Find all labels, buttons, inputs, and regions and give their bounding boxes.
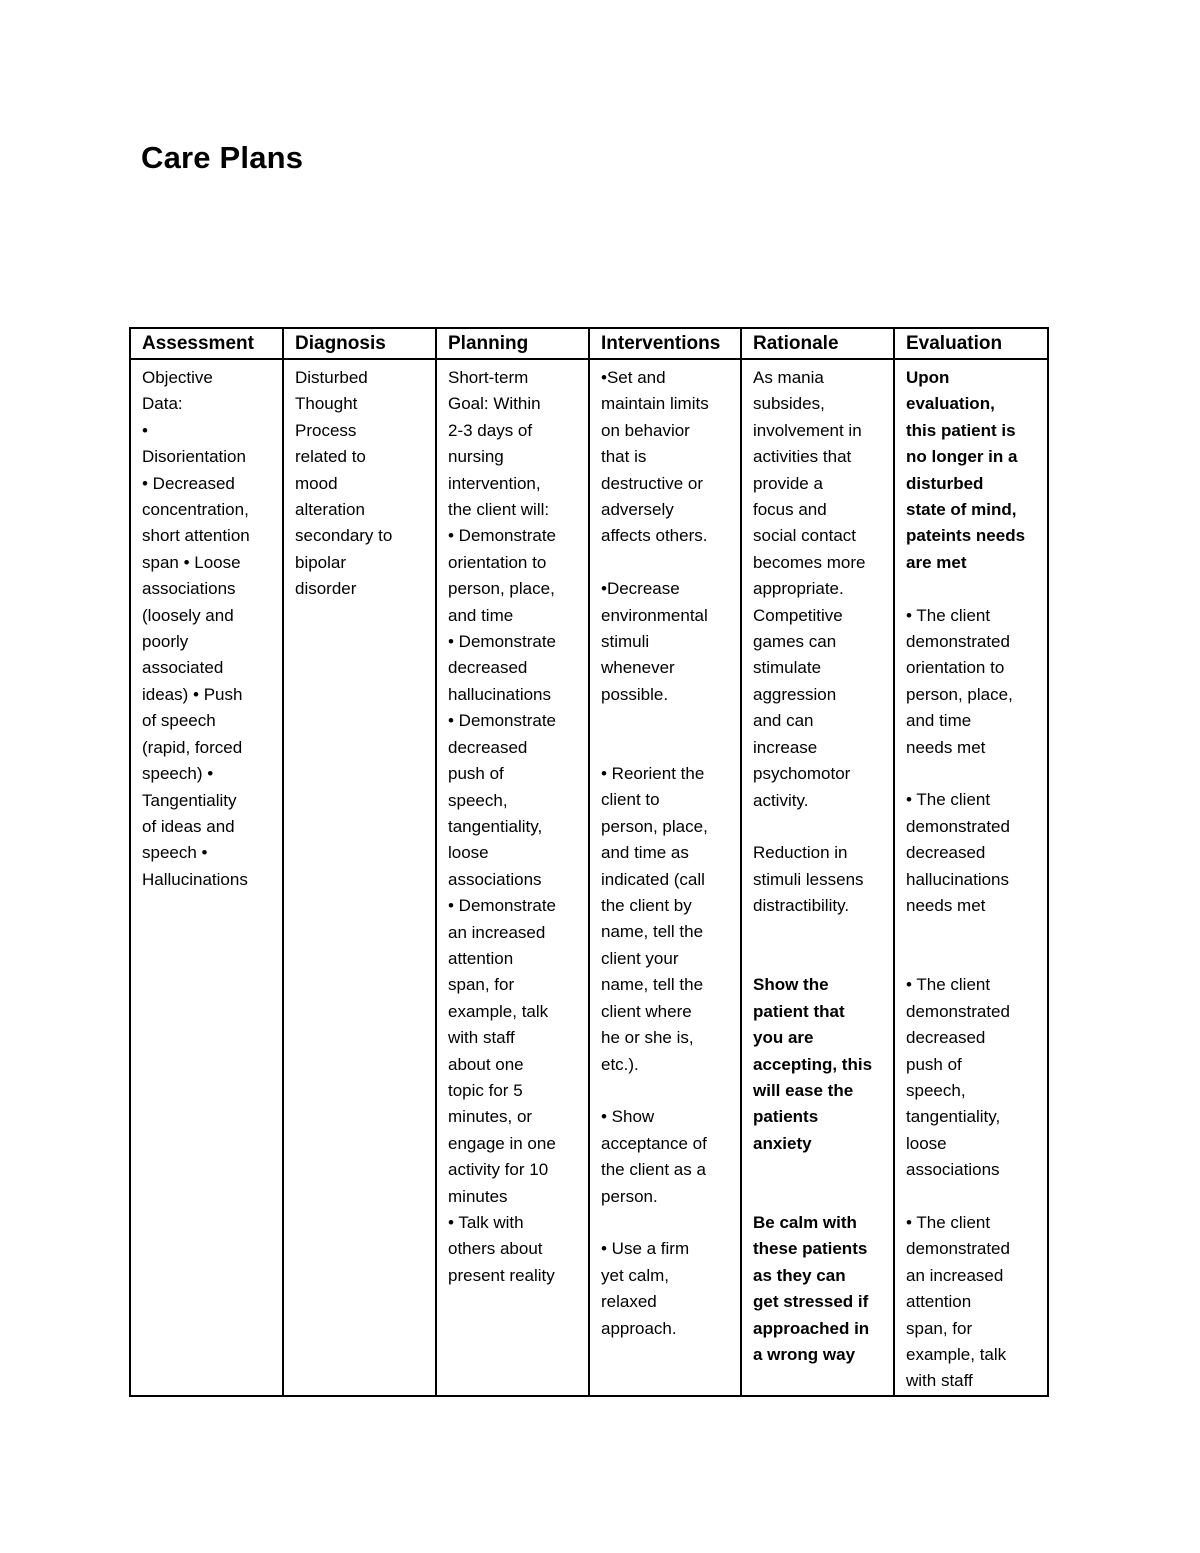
cell-line: Hallucinations [142,869,248,889]
cell-line: approached in [753,1318,870,1338]
cell-line: and time [448,605,514,625]
cell-line: person, place, [601,816,708,836]
cell-line: yet calm, [601,1265,670,1285]
cell-line: • Reorient the [601,764,705,784]
cell-line: • Talk with [448,1213,524,1232]
cell-line: span • Loose [142,552,241,572]
cell-line: as they can [753,1265,846,1285]
cell-line: others about [448,1239,543,1259]
cell-line: the client will: [448,500,550,520]
cell-line: loose [906,1133,947,1153]
cell-line: appropriate. [753,579,844,599]
cell-line: speech • [142,843,208,863]
cell-line: you are [753,1028,814,1048]
cell-line: no longer in a [906,447,1018,467]
cell-line: this patient is [906,420,1016,440]
header-rationale: Rationale [741,328,894,359]
cell-line: • Decreased [142,473,235,493]
cell-line: an increased [906,1265,1004,1285]
cell-line: • The client [906,975,991,995]
assessment-cell [130,359,283,1396]
cell-line: social contact [753,526,856,546]
cell-line: Disturbed [295,368,368,387]
rationale-cell [741,359,894,1396]
cell-line: span, for [448,975,515,995]
cell-line: • The client [906,790,991,810]
cell-line [753,1157,887,1183]
cell-line: mood [295,473,338,493]
cell-line: poorly [142,632,189,652]
planning-cell [436,359,589,1396]
cell-line: stimuli lessens [753,869,864,889]
cell-line: (loosely and [142,605,234,625]
cell-line: topic for 5 [448,1080,523,1100]
cell-line: possible. [601,684,669,704]
cell-line: focus and [753,500,827,520]
diagnosis-cell [283,359,436,1396]
cell-line: and time as [601,843,689,863]
cell-line: decreased [906,843,986,863]
cell-line: tangentiality, [448,816,543,836]
table-header-row [130,328,1048,359]
cell-line: games can [753,632,837,652]
cell-line: indicated (call [601,869,705,889]
cell-line: on behavior [601,420,690,440]
cell-line: activity for 10 [448,1160,549,1180]
cell-line: • The client [906,605,991,625]
cell-line: demonstrated [906,816,1010,836]
cell-line: hallucinations [906,869,1010,889]
cell-line: involvement in [753,420,862,440]
cell-line: speech, [906,1080,966,1100]
cell-line: demonstrated [906,1239,1010,1259]
cell-line: approach. [601,1318,677,1338]
evaluation-cell [894,359,1048,1396]
cell-line: secondary to [295,526,393,546]
cell-line [906,761,1041,787]
cell-line: Tangentiality [142,790,237,810]
cell-line: and can [753,711,814,731]
cell-line: Be calm with [753,1212,857,1232]
cell-line: demonstrated [906,632,1010,652]
cell-line: get stressed if [753,1292,869,1312]
cell-line: loose [448,843,489,863]
cell-line: person, place, [448,579,555,599]
cell-line: decreased [448,737,528,757]
cell-line: •Set and [601,368,666,387]
cell-line: anxiety [753,1133,812,1153]
cell-line: related to [295,447,366,467]
cell-line: associations [448,869,542,889]
cell-line: • Demonstrate [448,526,556,546]
cell-line: hallucinations [448,684,552,704]
cell-line: engage in one [448,1133,556,1153]
cell-line: destructive or [601,473,704,493]
cell-line: and time [906,711,972,731]
cell-line: associations [906,1160,1000,1180]
cell-line: (rapid, forced [142,737,243,757]
cell-line: relaxed [601,1292,657,1312]
cell-line: present reality [448,1265,555,1285]
header-interventions: Interventions [589,328,741,359]
cell-line: with staff [906,1371,973,1391]
cell-line: Reduction in [753,843,848,863]
cell-line: decreased [906,1028,986,1048]
cell-line: disturbed [906,473,984,493]
cell-line: affects others. [601,526,708,546]
cell-line: needs met [906,896,986,916]
cell-line: disorder [295,579,357,599]
cell-line: speech) • [142,764,214,784]
cell-line: push of [448,764,504,784]
cell-line: • The client [906,1212,991,1232]
cell-line: of speech [142,711,216,731]
cell-line: Upon [906,368,950,387]
header-assessment: Assessment [130,328,283,359]
cell-line: ideas) • Push [142,684,243,704]
cell-line [753,1184,887,1210]
cell-line [601,708,734,734]
cell-line: activities that [753,447,852,467]
cell-line: • [142,420,148,440]
cell-line: 2-3 days of [448,420,533,440]
cell-line: Disorientation [142,447,246,467]
cell-line: name, tell the [601,975,704,995]
cell-line: demonstrated [906,1001,1010,1021]
cell-line: example, talk [906,1344,1007,1364]
cell-line: alteration [295,500,365,520]
cell-line: will ease the [753,1080,854,1100]
cell-line: evaluation, [906,394,995,414]
cell-line: attention [448,948,514,968]
cell-line: Show the [753,975,829,995]
cell-line [601,735,734,761]
cell-line [753,946,887,972]
cell-line [906,946,1041,972]
cell-line: the client as a [601,1160,706,1180]
cell-line: As mania [753,368,824,387]
page-title: Care Plans [141,140,304,175]
cell-line [906,1184,1041,1210]
cell-line: • Demonstrate [448,632,556,652]
care-plan-table [129,327,1049,1397]
cell-line: the client by [601,896,692,916]
cell-line: activity. [753,790,809,810]
cell-line: maintain limits [601,394,709,414]
cell-line: concentration, [142,500,249,520]
cell-line: increase [753,737,818,757]
cell-line: client to [601,790,660,810]
cell-line: of ideas and [142,816,235,836]
cell-line: • Use a firm [601,1239,690,1259]
cell-line: Objective [142,368,213,387]
header-evaluation: Evaluation [894,328,1048,359]
cell-line: distractibility. [753,896,850,916]
cell-line: Thought [295,394,358,414]
cell-line [906,920,1041,946]
cell-line: Process [295,420,357,440]
cell-line: subsides, [753,394,825,414]
cell-line [753,920,887,946]
cell-line: whenever [601,658,675,678]
cell-line [601,1078,734,1104]
cell-line [753,814,887,840]
cell-line: needs met [906,737,986,757]
cell-line: psychomotor [753,764,851,784]
cell-line: etc.). [601,1054,639,1074]
cell-line: about one [448,1054,524,1074]
cell-line [601,550,734,576]
cell-line: intervention, [448,473,541,493]
cell-line [601,1210,734,1236]
cell-line: minutes, or [448,1107,533,1127]
cell-line: tangentiality, [906,1107,1001,1127]
cell-line: patients [753,1107,819,1127]
interventions-cell [589,359,741,1396]
cell-line: becomes more [753,552,866,572]
cell-line: minutes [448,1186,508,1206]
cell-line: are met [906,552,967,572]
cell-line: Goal: Within [448,394,541,414]
cell-line: decreased [448,658,528,678]
cell-line: client where [601,1001,692,1021]
cell-line: patient that [753,1001,845,1021]
cell-line: he or she is, [601,1028,694,1048]
cell-line: nursing [448,447,504,467]
cell-line: stimuli [601,632,650,652]
header-diagnosis: Diagnosis [283,328,436,359]
cell-line: short attention [142,526,250,546]
cell-line: environmental [601,605,708,625]
cell-line: aggression [753,684,837,704]
cell-line: bipolar [295,552,347,572]
table-row [130,359,1048,1396]
cell-line: name, tell the [601,922,704,942]
cell-line: acceptance of [601,1133,707,1153]
cell-line: attention [906,1292,972,1312]
cell-line [906,576,1041,602]
cell-line: person. [601,1186,658,1206]
cell-line: that is [601,447,647,467]
cell-line: accepting, this [753,1054,873,1074]
cell-line: Data: [142,394,183,414]
cell-line: • Show [601,1107,655,1127]
header-planning: Planning [436,328,589,359]
cell-line: •Decrease [601,579,680,599]
cell-line: with staff [448,1028,515,1048]
cell-line: example, talk [448,1001,549,1021]
cell-line: associations [142,579,236,599]
cell-line: span, for [906,1318,973,1338]
cell-line: • Demonstrate [448,711,556,731]
cell-line: push of [906,1054,962,1074]
cell-line: orientation to [906,658,1005,678]
cell-line: Short-term [448,368,529,387]
cell-line: associated [142,658,224,678]
cell-line: speech, [448,790,508,810]
cell-line: an increased [448,922,546,942]
cell-line: pateints needs [906,526,1026,546]
cell-line: stimulate [753,658,822,678]
cell-line: state of mind, [906,500,1017,520]
cell-line: provide a [753,473,823,493]
cell-line: client your [601,948,679,968]
cell-line: adversely [601,500,674,520]
cell-line: these patients [753,1239,868,1259]
cell-line: • Demonstrate [448,896,556,916]
cell-line: Competitive [753,605,843,625]
cell-line: orientation to [448,552,547,572]
cell-line: person, place, [906,684,1013,704]
cell-line: a wrong way [753,1344,856,1364]
